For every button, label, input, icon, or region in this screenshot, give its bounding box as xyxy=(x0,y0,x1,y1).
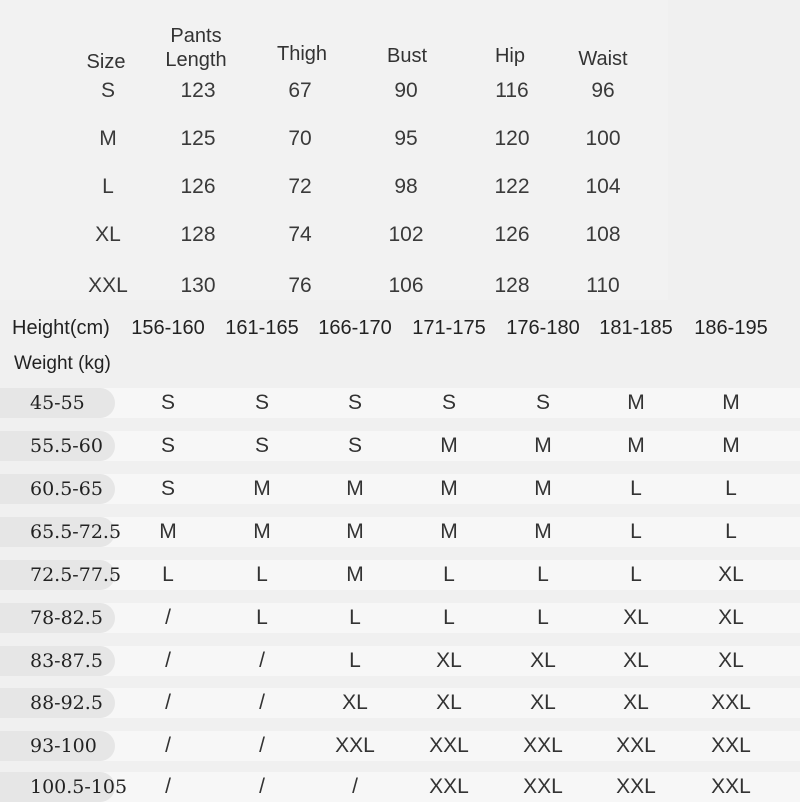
recommended-size-cell: XXL xyxy=(429,734,469,757)
recommended-size-cell: S xyxy=(347,391,362,414)
height-range-cell: 166-170 xyxy=(318,317,392,339)
measurement-row xyxy=(0,124,800,154)
header-hip: Hip xyxy=(494,45,525,67)
measurement-value-cell: 128 xyxy=(180,223,216,246)
recommended-size-cell: M xyxy=(346,520,364,543)
row-stripe xyxy=(0,474,800,504)
size-grid-row xyxy=(0,688,800,718)
recommended-size-cell: M xyxy=(440,477,458,500)
size-grid-row xyxy=(0,731,800,761)
recommended-size-cell: XL xyxy=(436,649,462,672)
height-range-cell: 181-185 xyxy=(599,317,673,339)
measurement-value-cell: 102 xyxy=(388,223,424,246)
measurement-value-cell: 110 xyxy=(586,274,620,297)
weight-range-cell: 88-92.5 xyxy=(30,692,103,714)
recommended-size-cell: M xyxy=(534,434,552,457)
recommended-size-cell: L xyxy=(725,520,737,543)
recommended-size-cell: XXL xyxy=(429,775,469,798)
row-stripe xyxy=(0,431,800,461)
measurement-value-cell: 67 xyxy=(288,79,312,102)
recommended-size-cell: L xyxy=(443,563,455,586)
recommended-size-cell: / xyxy=(259,734,265,757)
recommended-size-cell: / xyxy=(259,775,265,798)
recommended-size-cell: XL xyxy=(623,606,649,629)
header-pants-length: Pants Length xyxy=(165,25,227,71)
measurement-value-cell: 128 xyxy=(494,274,530,297)
recommended-size-cell: XXL xyxy=(335,734,375,757)
measurement-size-cell: XXL xyxy=(88,274,128,297)
header-thigh: Thigh xyxy=(276,43,328,65)
recommended-size-cell: L xyxy=(256,606,268,629)
measurement-value-cell: 95 xyxy=(394,127,418,150)
measurement-row xyxy=(0,76,800,106)
recommended-size-cell: / xyxy=(165,649,171,672)
recommended-size-cell: L xyxy=(349,649,361,672)
recommended-size-cell: XXL xyxy=(616,734,656,757)
measurement-value-cell: 123 xyxy=(180,79,216,102)
recommended-size-cell: L xyxy=(725,477,737,500)
recommended-size-cell: XL xyxy=(530,691,556,714)
recommended-size-cell: M xyxy=(722,434,740,457)
recommended-size-cell: M xyxy=(253,477,271,500)
measurement-value-cell: 76 xyxy=(288,274,312,297)
measurement-value-cell: 126 xyxy=(494,223,530,246)
measurement-value-cell: 122 xyxy=(494,175,530,198)
recommended-size-cell: XL xyxy=(342,691,368,714)
recommended-size-cell: M xyxy=(440,434,458,457)
size-grid-row xyxy=(0,517,800,547)
recommended-size-cell: S xyxy=(254,434,269,457)
recommended-size-cell: M xyxy=(346,563,364,586)
weight-range-cell: 100.5-105 xyxy=(30,776,128,798)
recommended-size-cell: / xyxy=(165,734,171,757)
measurement-table-header xyxy=(0,0,800,80)
recommended-size-cell: M xyxy=(346,477,364,500)
recommended-size-cell: XL xyxy=(718,606,744,629)
measurement-value-cell: 125 xyxy=(180,127,216,150)
row-stripe xyxy=(0,388,800,418)
weight-label: Weight (kg) xyxy=(14,353,111,374)
recommended-size-cell: M xyxy=(722,391,740,414)
size-grid-row xyxy=(0,388,800,418)
recommended-size-cell: L xyxy=(630,520,642,543)
recommended-size-cell: S xyxy=(160,391,175,414)
recommended-size-cell: L xyxy=(256,563,268,586)
recommended-size-cell: S xyxy=(160,434,175,457)
recommended-size-cell: / xyxy=(259,691,265,714)
recommended-size-cell: L xyxy=(630,477,642,500)
height-range-cell: 176-180 xyxy=(506,317,580,339)
header-bust: Bust xyxy=(386,45,428,67)
recommended-size-cell: XL xyxy=(718,649,744,672)
measurement-size-cell: XL xyxy=(95,223,121,246)
recommended-size-cell: M xyxy=(253,520,271,543)
recommended-size-cell: XXL xyxy=(711,775,751,798)
weight-range-cell: 78-82.5 xyxy=(30,607,103,629)
measurement-row xyxy=(0,220,800,250)
weight-range-cell: 93-100 xyxy=(30,735,97,757)
recommended-size-cell: / xyxy=(352,775,358,798)
measurement-value-cell: 120 xyxy=(494,127,530,150)
recommended-size-cell: M xyxy=(440,520,458,543)
size-grid-row xyxy=(0,431,800,461)
measurement-row xyxy=(0,271,800,301)
recommended-size-cell: S xyxy=(347,434,362,457)
measurement-value-cell: 70 xyxy=(288,127,312,150)
recommended-size-cell: L xyxy=(630,563,642,586)
recommended-size-cell: XL xyxy=(436,691,462,714)
measurement-value-cell: 116 xyxy=(495,79,529,102)
measurement-value-cell: 96 xyxy=(591,79,615,102)
row-stripe xyxy=(0,646,800,676)
size-grid-row xyxy=(0,474,800,504)
recommended-size-cell: S xyxy=(441,391,456,414)
recommended-size-cell: XL xyxy=(623,691,649,714)
recommended-size-cell: XL xyxy=(530,649,556,672)
recommended-size-cell: XL xyxy=(718,563,744,586)
weight-range-cell: 65.5-72.5 xyxy=(30,521,122,543)
recommended-size-cell: / xyxy=(165,691,171,714)
recommended-size-cell: L xyxy=(537,563,549,586)
size-grid-row xyxy=(0,603,800,633)
recommended-size-cell: XXL xyxy=(616,775,656,798)
measurement-row xyxy=(0,172,800,202)
measurement-size-cell: S xyxy=(100,79,115,102)
height-range-cell: 186-195 xyxy=(694,317,768,339)
recommended-size-cell: S xyxy=(535,391,550,414)
measurement-value-cell: 98 xyxy=(394,175,418,198)
recommended-size-cell: / xyxy=(165,775,171,798)
recommended-size-cell: S xyxy=(160,477,175,500)
height-label: Height(cm) xyxy=(12,317,110,339)
recommended-size-cell: L xyxy=(349,606,361,629)
recommended-size-cell: XXL xyxy=(523,734,563,757)
recommended-size-cell: M xyxy=(534,520,552,543)
recommended-size-cell: XXL xyxy=(711,691,751,714)
recommended-size-cell: M xyxy=(627,391,645,414)
measurement-value-cell: 130 xyxy=(180,274,216,297)
measurement-value-cell: 126 xyxy=(180,175,216,198)
measurement-value-cell: 104 xyxy=(585,175,621,198)
measurement-value-cell: 72 xyxy=(288,175,312,198)
recommended-size-cell: L xyxy=(537,606,549,629)
height-range-cell: 171-175 xyxy=(412,317,486,339)
measurement-value-cell: 90 xyxy=(394,79,418,102)
row-stripe xyxy=(0,731,800,761)
weight-range-cell: 45-55 xyxy=(30,392,85,414)
row-stripe xyxy=(0,603,800,633)
height-range-cell: 161-165 xyxy=(225,317,299,339)
header-waist: Waist xyxy=(578,48,628,70)
weight-range-cell: 83-87.5 xyxy=(30,650,103,672)
weight-range-cell: 72.5-77.5 xyxy=(30,564,122,586)
height-range-cell: 156-160 xyxy=(131,317,205,339)
recommended-size-cell: M xyxy=(159,520,177,543)
recommended-size-cell: XXL xyxy=(711,734,751,757)
recommended-size-cell: M xyxy=(534,477,552,500)
recommended-size-cell: / xyxy=(259,649,265,672)
recommended-size-cell: / xyxy=(165,606,171,629)
measurement-value-cell: 100 xyxy=(585,127,621,150)
recommended-size-cell: L xyxy=(443,606,455,629)
row-stripe xyxy=(0,688,800,718)
weight-range-cell: 60.5-65 xyxy=(30,478,103,500)
measurement-size-cell: M xyxy=(99,127,117,150)
recommended-size-cell: XL xyxy=(623,649,649,672)
size-grid-row xyxy=(0,772,800,802)
recommended-size-cell: M xyxy=(627,434,645,457)
size-grid-row xyxy=(0,646,800,676)
recommended-size-cell: S xyxy=(254,391,269,414)
measurement-value-cell: 106 xyxy=(388,274,424,297)
measurement-size-cell: L xyxy=(102,175,114,198)
measurement-value-cell: 108 xyxy=(585,223,621,246)
height-header-row xyxy=(0,312,800,344)
measurement-value-cell: 74 xyxy=(288,223,312,246)
recommended-size-cell: XXL xyxy=(523,775,563,798)
weight-range-cell: 55.5-60 xyxy=(30,435,103,457)
recommended-size-cell: L xyxy=(162,563,174,586)
size-grid-row xyxy=(0,560,800,590)
header-size: Size xyxy=(86,51,126,73)
